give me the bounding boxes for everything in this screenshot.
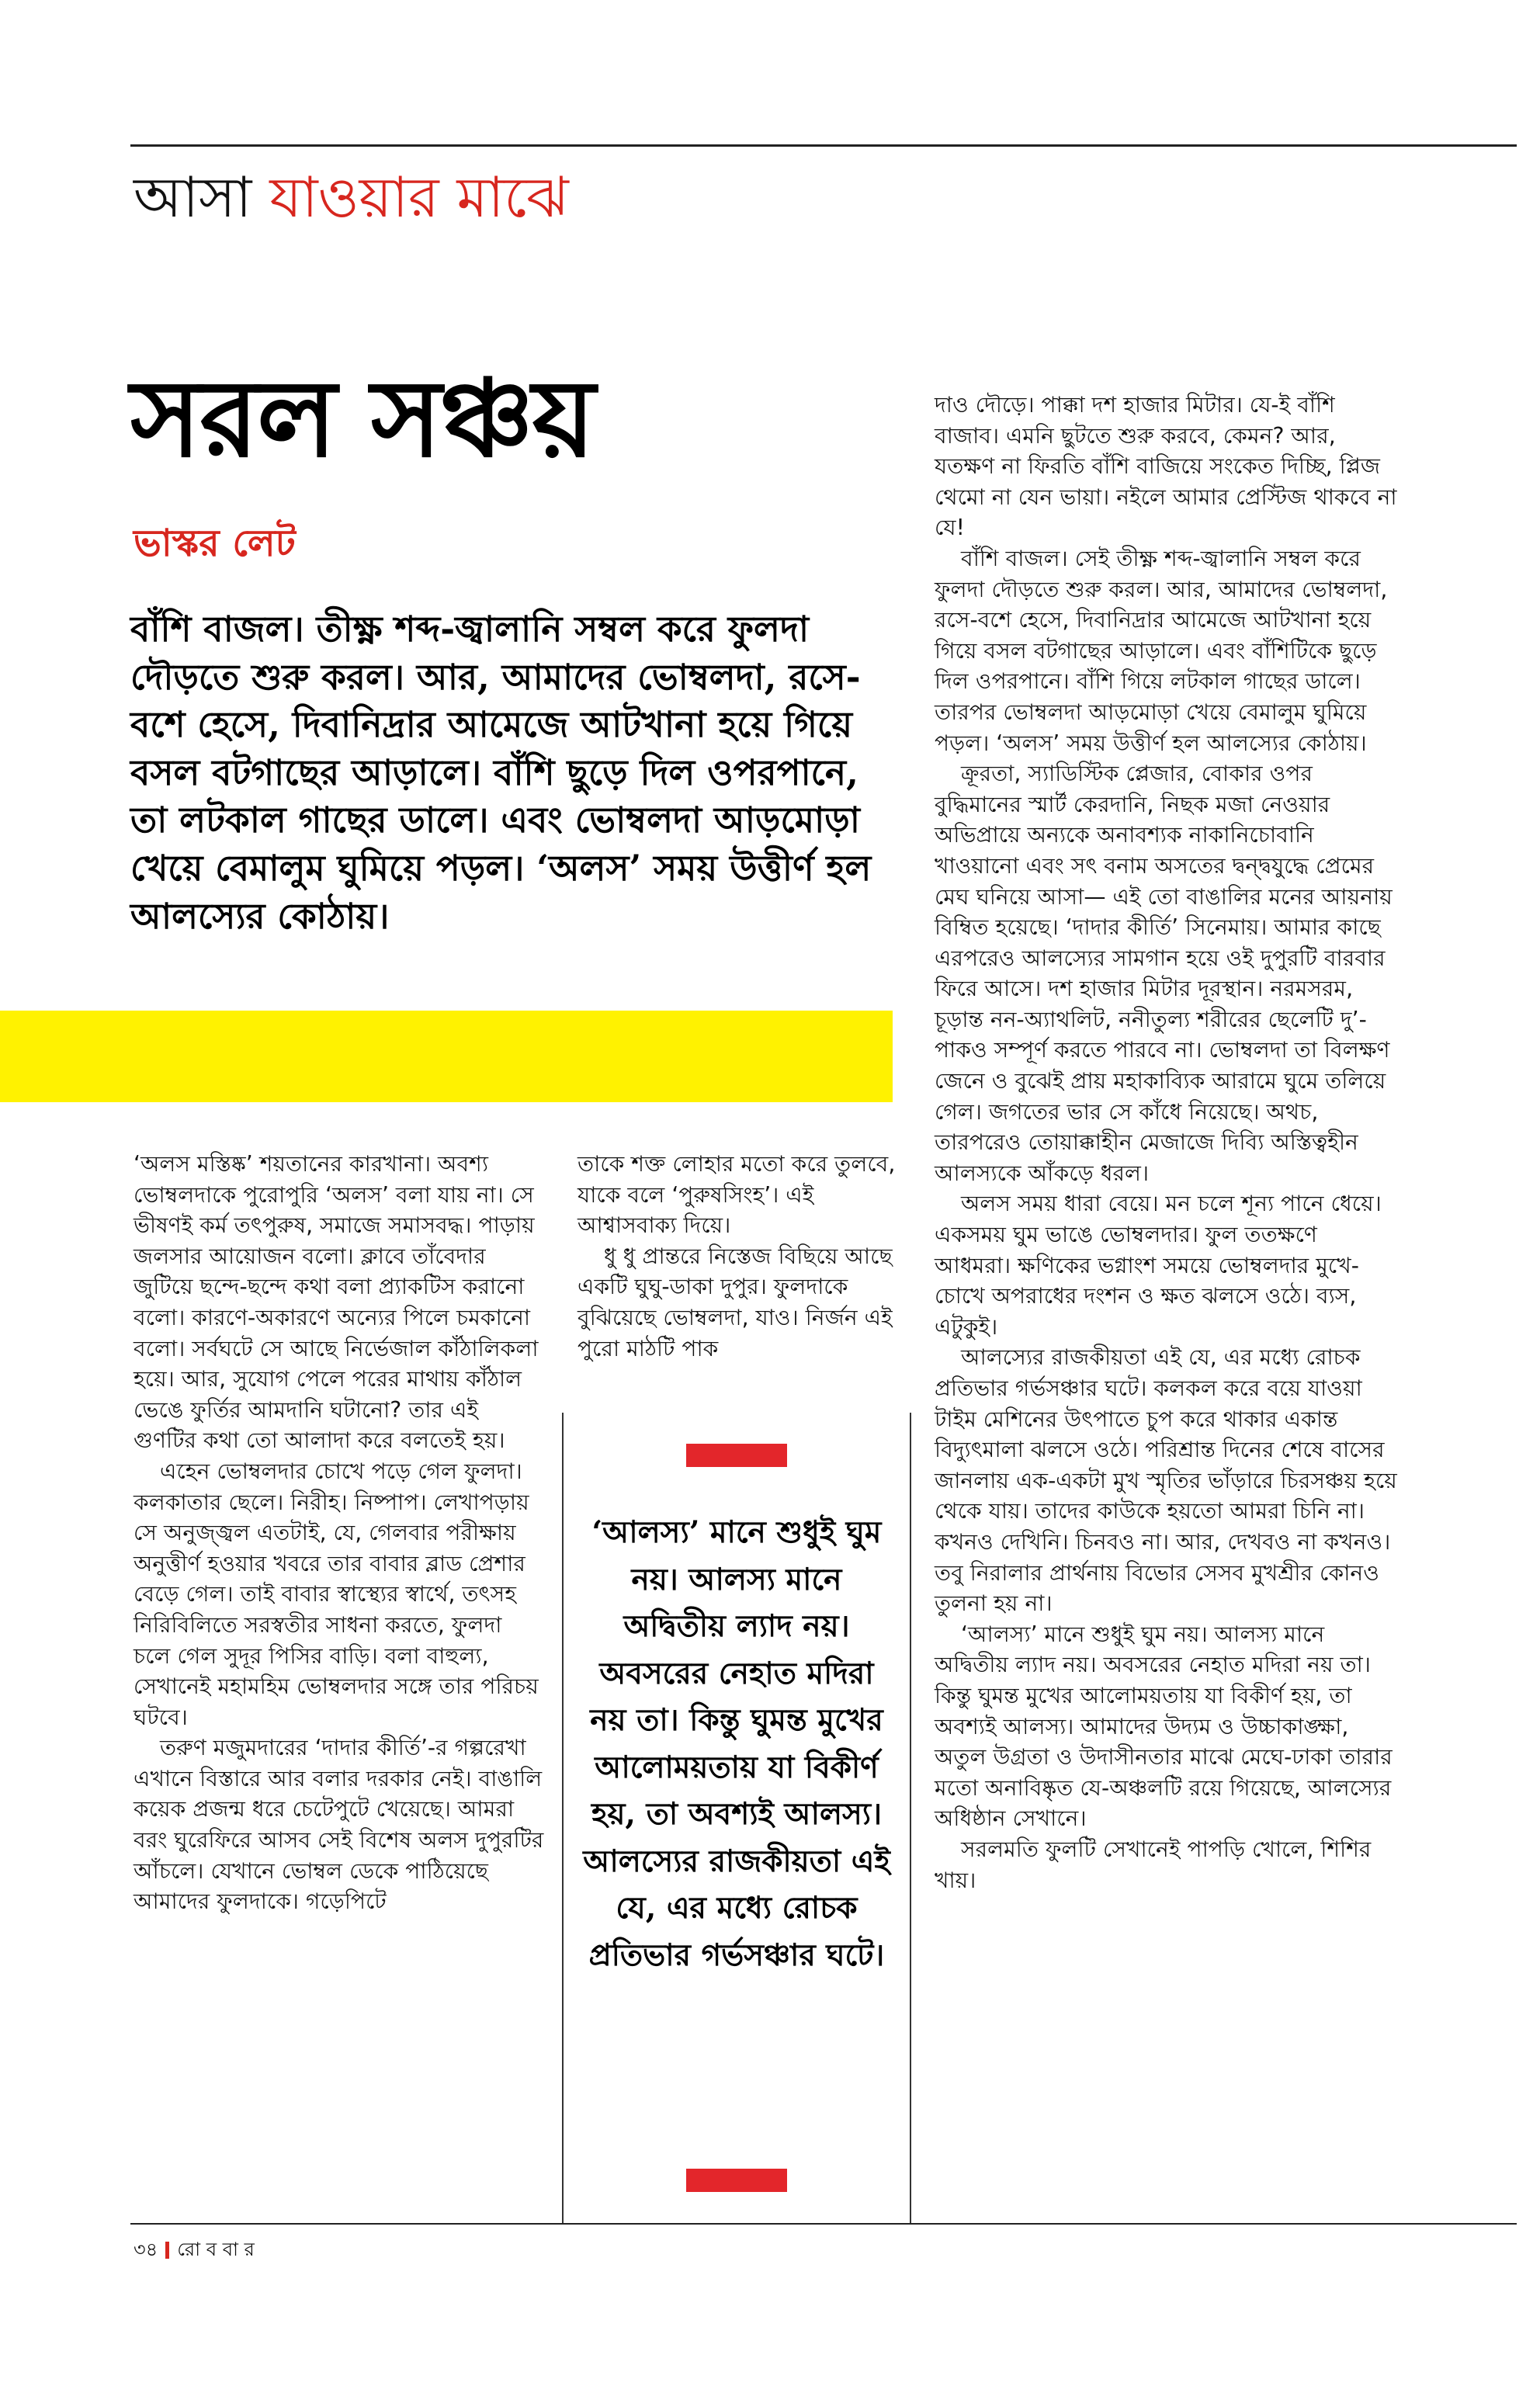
- body-paragraph: ‘অলস মস্তিষ্ক’ শয়তানের কারখানা। অবশ্য ভোম্বলদাকে পুরোপুরি ‘অলস’ বলা যায় না। সে ভীষণই কর্ম তৎপুরুষ, সমাজে সমাসবদ্ধ। পাড়ায় জলসার আয়োজন বলো। ক্লাবে তাঁবেদার জুটিয়ে ছন্দে-ছন্দে কথা বলা প্র্যাকটিস করানো বলো। কারণে-অকারণে অন্যের পিলে চমকানো বলো। সর্বঘটে সে আছে নির্ভেজাল কাঁঠালিকলা হয়ে। আর, সুযোগ পেলে পরের মাথায় কাঁঠাল ভেঙে ফুর্তির আমদানি ঘটানো? তার এই গুণটির কথা তো আলাদা করে বলতেই হয়।: [134, 1151, 539, 1454]
- body-column-3: [935, 390, 1400, 1895]
- magazine-name: রো ব বা র: [177, 2239, 255, 2260]
- bottom-rule: [130, 2223, 1517, 2225]
- body-paragraph: অলস সময় ধারা বেয়ে। মন চলে শূন্য পানে ধেয়ে। একসময় ঘুম ভাঙে ভোম্বলদার। ফুল ততক্ষণে আধমরা। ক্ষণিকের ভগ্নাংশ সময়ে ভোম্বলদার মুখে-চোখে অপরাধের দংশন ও ক্ষত ঝলসে ওঠে। ব্যস, এটুকুই।: [935, 1191, 1382, 1340]
- body-paragraph: ক্রূরতা, স্যাডিস্টিক প্লেজার, বোকার ওপর বুদ্ধিমানের স্মার্ট কেরদানি, নিছক মজা নেওয়ার অভিপ্রায়ে অন্যকে অনাবশ্যক নাকানিচোবানি খাওয়ানো এবং সৎ বনাম অসতের দ্বন্দ্বযুদ্ধে প্রেমের মেঘ ঘনিয়ে আসা— এই তো বাঙালির মনের আয়নায় বিম্বিত হয়েছে। ‘দাদার কীর্তি’ সিনেমায়। আমার কাছে এরপরেও আলস্যের সামগান হয়ে ওই দুপুরটি বারবার ফিরে আসে। দশ হাজার মিটার দূরস্থান। নরমসরম, চূড়ান্ত নন-অ্যাথলিট, ননীতুল্য শরীরের ছেলেটি দু’-পাকও সম্পূর্ণ করতে পারবে না। ভোম্বলদা তা বিলক্ষণ জেনে ও বুঝেই প্রায় মহাকাব্যিক আরামে ঘুমে তলিয়ে গেল। জগতের ভার সে কাঁধে নিয়েছে। অথচ, তারপরেও তোয়াক্কাহীন মেজাজে দিব্যি অস্তিত্বহীন আলস্যকে আঁকড়ে ধরল।: [935, 761, 1393, 1186]
- body-column-1: [134, 1149, 545, 1917]
- body-paragraph: তাকে শক্ত লোহার মতো করে তুলবে, যাকে বলে ‘পুরুষসিংহ’। এই আশ্বাসবাক্য দিয়ে।: [578, 1151, 896, 1239]
- body-paragraph: দাও দৌড়ে। পাক্কা দশ হাজার মিটার। যে-ই বাঁশি বাজাব। এমনি ছুটতে শুরু করবে, কেমন? আর, যতক্ষণ না ফিরতি বাঁশি বাজিয়ে সংকেত দিচ্ছি, প্লিজ থেমো না যেন ভায়া। নইলে আমার প্রেস্টিজ থাকবে না যে!: [935, 392, 1397, 541]
- section-heading: [134, 155, 569, 248]
- column-divider: [562, 1413, 564, 2223]
- section-heading-part2: যাওয়ার মাঝে: [269, 165, 569, 230]
- yellow-accent-band: [0, 1011, 893, 1102]
- section-heading-part1: আসা: [134, 165, 252, 230]
- article-intro: [130, 605, 907, 940]
- body-paragraph: বাঁশি বাজল। সেই তীক্ষ্ণ শব্দ-জ্বালানি সম্বল করে ফুলদা দৌড়তে শুরু করল। আর, আমাদের ভোম্বলদা, রসে-বশে হেসে, দিবানিদ্রার আমেজে আটখানা হয়ে গিয়ে বসল বটগাছের আড়ালে। এবং বাঁশিটিকে ছুড়ে দিল ওপরপানে। বাঁশি গিয়ে লটকাল গাছের ডালে। তারপর ভোম্বলদা আড়মোড়া খেয়ে বেমালুম ঘুমিয়ে পড়ল। ‘অলস’ সময় উত্তীর্ণ হল আলস্যের কোঠায়।: [935, 545, 1388, 756]
- pull-quote-top-bar: [686, 1444, 787, 1467]
- pull-quote: ‘আলস্য’ মানে শুধুই ঘুম নয়। আলস্য মানে অদ্বিতীয় ল্যাদ নয়। অবসরের নেহাত মদিরা নয় তা। কিন্তু ঘুমন্ত মুখের আলোময়তায় যা বিকীর্ণ হয়, তা অবশ্যই আলস্য। আলস্যের রাজকীয়তা এই যে, এর মধ্যে রোচক প্রতিভার গর্ভসঞ্চার ঘটে।: [583, 1514, 890, 1973]
- page-footer: [134, 2235, 255, 2266]
- page-number: ৩৪: [134, 2239, 158, 2260]
- body-column-2: [578, 1149, 896, 1364]
- body-paragraph: এহেন ভোম্বলদার চোখে পড়ে গেল ফুলদা। কলকাতার ছেলে। নিরীহ। নিষ্পাপ। লেখাপড়ায় সে অনুজ্জ্বল এতটাই, যে, গেলবার পরীক্ষায় অনুত্তীর্ণ হওয়ার খবরে তার বাবার ব্লাড প্রেশার বেড়ে গেল। তাই বাবার স্বাস্থ্যের স্বার্থে, তৎসহ নিরিবিলিতে সরস্বতীর সাধনা করতে, ফুলদা চলে গেল সুদূর পিসির বাড়ি। বলা বাহুল্য, সেখানেই মহামহিম ভোম্বলদার সঙ্গে তার পরিচয় ঘটবে।: [134, 1458, 539, 1730]
- body-paragraph: ‘আলস্য’ মানে শুধুই ঘুম নয়। আলস্য মানে অদ্বিতীয় ল্যাদ নয়। অবসরের নেহাত মদিরা নয় তা। কিন্তু ঘুমন্ত মুখের আলোময়তায় যা বিকীর্ণ হয়, তা অবশ্যই আলস্য। আমাদের উদ্যম ও উচ্চাকাঙ্ক্ষা, অতুল উগ্রতা ও উদাসীনতার মাঝে মেঘে-ঢাকা তারার মতো অনাবিষ্কৃত যে-অঞ্চলটি রয়ে গিয়েছে, আলস্যের অধিষ্ঠান সেখানে।: [935, 1621, 1393, 1832]
- body-paragraph: সরলমতি ফুলটি সেখানেই পাপড়ি খোলে, শিশির খায়।: [935, 1836, 1372, 1893]
- article-title: সরল সঞ্চয়: [130, 355, 594, 481]
- column-divider: [910, 1413, 911, 2223]
- top-rule: [130, 144, 1517, 147]
- intro-paragraph: বাঁশি বাজল। তীক্ষ্ণ শব্দ-জ্বালানি সম্বল করে ফুলদা দৌড়তে শুরু করল। আর, আমাদের ভোম্বলদা, রসে-বশে হেসে, দিবানিদ্রার আমেজে আটখানা হয়ে গিয়ে বসল বটগাছের আড়ালে। বাঁশি ছুড়ে দিল ওপরপানে, তা লটকাল গাছের ডালে। এবং ভোম্বলদা আড়মোড়া খেয়ে বেমালুম ঘুমিয়ে পড়ল। ‘অলস’ সময় উত্তীর্ণ হল আলস্যের কোঠায়।: [130, 608, 872, 937]
- footer-separator: [165, 2242, 169, 2259]
- body-paragraph: আলস্যের রাজকীয়তা এই যে, এর মধ্যে রোচক প্রতিভার গর্ভসঞ্চার ঘটে। কলকল করে বয়ে যাওয়া টাইম মেশিনের উৎপাতে চুপ করে থাকার একান্ত বিদ্যুৎমালা ঝলসে ওঠে। পরিশ্রান্ত দিনের শেষে বাসের জানলায় এক-একটা মুখ স্মৃতির ভাঁড়ারে চিরসঞ্চয় হয়ে থেকে যায়। তাদের কাউকে হয়তো আমরা চিনি না। কখনও দেখিনি। চিনবও না। আর, দেখবও না কখনও। তবু নিরালার প্রার্থনায় বিভোর সেসব মুখশ্রীর কোনও তুলনা হয় না।: [935, 1344, 1397, 1617]
- body-paragraph: তরুণ মজুমদারের ‘দাদার কীর্তি’-র গল্পরেখা এখানে বিস্তারে আর বলার দরকার নেই। বাঙালি কয়েক প্রজন্ম ধরে চেটেপুটে খেয়েছে। আমরা বরং ঘুরেফিরে আসব সেই বিশেষ অলস দুপুরটির আঁচলে। যেখানে ভোম্বল ডেকে পাঠিয়েছে আমাদের ফুলদাকে। গড়েপিটে: [134, 1735, 544, 1915]
- article-author: ভাস্কর লেট: [134, 522, 296, 565]
- body-paragraph: ধু ধু প্রান্তরে নিস্তেজ বিছিয়ে আছে একটি ঘুঘু-ডাকা দুপুর। ফুলদাকে বুঝিয়েছে ভোম্বলদা, যাও। নির্জন এই পুরো মাঠটি পাক: [578, 1243, 893, 1361]
- pull-quote-bottom-bar: [686, 2169, 787, 2192]
